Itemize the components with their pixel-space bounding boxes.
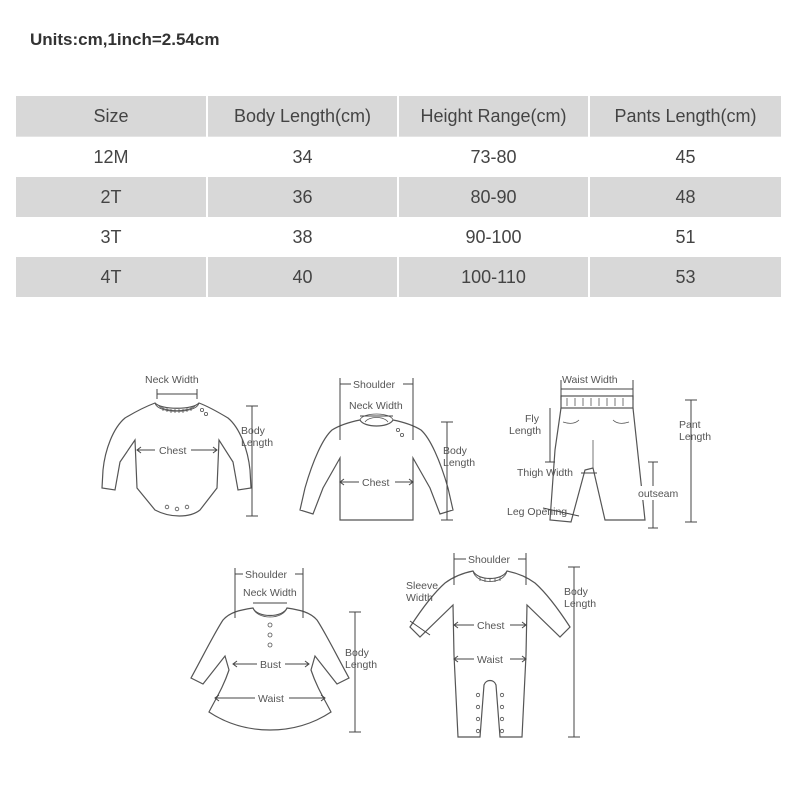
cell-pants-length: 48 bbox=[589, 177, 781, 217]
label-shoulder: Shoulder bbox=[245, 569, 288, 581]
label-shoulder: Shoulder bbox=[468, 554, 511, 566]
cell-height-range: 80-90 bbox=[398, 177, 589, 217]
cell-size: 12M bbox=[16, 137, 207, 178]
label-waist: Waist bbox=[477, 654, 503, 666]
label-chest: Chest bbox=[159, 445, 187, 457]
cell-body-length: 36 bbox=[207, 177, 398, 217]
svg-text:Length: Length bbox=[241, 437, 274, 449]
header-body-length: Body Length(cm) bbox=[207, 96, 398, 137]
romper-diagram bbox=[398, 545, 613, 745]
pants-diagram bbox=[505, 370, 720, 530]
svg-text:Length: Length bbox=[564, 598, 597, 610]
cell-pants-length: 51 bbox=[589, 217, 781, 257]
table-row bbox=[16, 217, 781, 257]
label-waist-width: Waist Width bbox=[562, 374, 618, 386]
header-pants-length: Pants Length(cm) bbox=[589, 96, 781, 137]
bodysuit-outline bbox=[102, 403, 251, 516]
pants-waistband bbox=[561, 396, 633, 408]
cell-size: 2T bbox=[16, 177, 207, 217]
svg-text:Width: Width bbox=[406, 592, 433, 604]
svg-text:Length: Length bbox=[345, 659, 378, 671]
cell-body-length: 40 bbox=[207, 257, 398, 297]
top-outline bbox=[300, 420, 453, 520]
label-bust: Bust bbox=[260, 659, 282, 671]
label-body-length: Body bbox=[241, 425, 265, 437]
cell-body-length: 38 bbox=[207, 217, 398, 257]
table-row bbox=[16, 177, 781, 217]
label-body-length: Body bbox=[564, 586, 588, 598]
cell-pants-length: 53 bbox=[589, 257, 781, 297]
label-neck-width: Neck Width bbox=[243, 587, 297, 599]
measurement-diagrams bbox=[0, 350, 800, 800]
dress-diagram bbox=[185, 560, 395, 740]
label-body-length: Body bbox=[345, 647, 369, 659]
label-pant-length: Pant bbox=[679, 419, 701, 431]
svg-text:Length: Length bbox=[443, 457, 476, 469]
label-fly-length: Fly bbox=[525, 413, 539, 425]
top-diagram bbox=[295, 370, 495, 530]
label-sleeve-width: Sleeve bbox=[406, 580, 439, 592]
cell-height-range: 100-110 bbox=[398, 257, 589, 297]
cell-height-range: 73-80 bbox=[398, 137, 589, 178]
label-chest: Chest bbox=[477, 620, 505, 632]
cell-size: 3T bbox=[16, 217, 207, 257]
bodysuit-diagram bbox=[95, 370, 295, 530]
cell-height-range: 90-100 bbox=[398, 217, 589, 257]
size-chart-table bbox=[16, 96, 781, 297]
label-outseam: outseam bbox=[638, 488, 679, 500]
pants-outline bbox=[550, 408, 645, 522]
table-row bbox=[16, 257, 781, 297]
label-body-length: Body bbox=[443, 445, 467, 457]
label-thigh-width: Thigh Width bbox=[517, 467, 574, 479]
label-waist: Waist bbox=[258, 693, 284, 705]
label-chest: Chest bbox=[362, 477, 390, 489]
label-neck-width: Neck Width bbox=[145, 374, 199, 386]
table-header-row bbox=[16, 96, 781, 137]
cell-pants-length: 45 bbox=[589, 137, 781, 178]
header-height-range: Height Range(cm) bbox=[398, 96, 589, 137]
label-neck-width: Neck Width bbox=[349, 400, 403, 412]
header-size: Size bbox=[16, 96, 207, 137]
cell-size: 4T bbox=[16, 257, 207, 297]
units-note: Units:cm,1inch=2.54cm bbox=[30, 30, 220, 49]
label-shoulder: Shoulder bbox=[353, 379, 396, 391]
svg-text:Length: Length bbox=[679, 431, 712, 443]
svg-text:Length: Length bbox=[509, 425, 542, 437]
cell-body-length: 34 bbox=[207, 137, 398, 178]
label-leg-opening: Leg Opening bbox=[507, 506, 568, 518]
table-row bbox=[16, 137, 781, 178]
